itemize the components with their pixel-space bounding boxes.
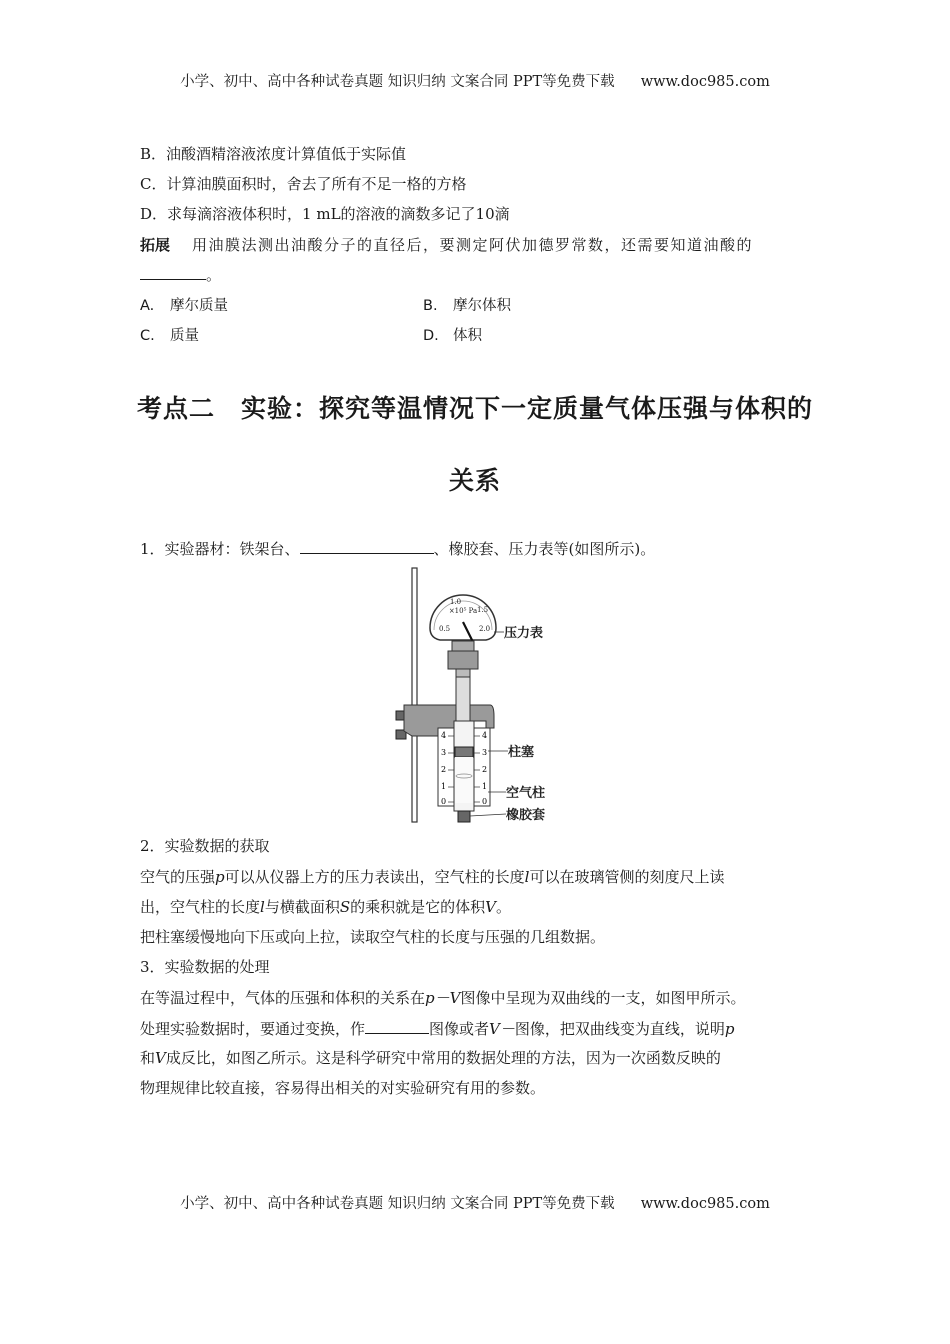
text-run: 。: [495, 898, 511, 916]
item3-line3: [140, 1048, 721, 1068]
scale-tick: 3: [482, 748, 488, 757]
var-s: S: [339, 898, 351, 916]
option-letter: B．: [140, 145, 167, 163]
scale-tick: 2: [441, 765, 447, 774]
extension-option-a: [140, 296, 228, 316]
item1-before: 1．实验器材：铁架台、: [140, 540, 300, 558]
item3-line1: [140, 988, 745, 1008]
scale-tick: 4: [441, 731, 447, 740]
header-site: www.doc985.com: [640, 74, 770, 90]
scale-tick: 1: [441, 782, 447, 791]
option-letter: A.: [140, 298, 155, 314]
pressure-gauge: [430, 595, 496, 640]
text-run: 与横截面积: [264, 898, 340, 916]
plunger-head: [455, 747, 473, 757]
item2-line3: 把柱塞缓慢地向下压或向上拉，读取空气柱的长度与压强的几组数据。: [140, 928, 606, 946]
section-title-line1: 考点二 实验：探究等温情况下一定质量气体压强与体积的: [136, 394, 813, 423]
extension-label: 拓展: [140, 236, 171, 254]
option-text: 摩尔体积: [453, 298, 511, 314]
option-letter: C.: [140, 328, 155, 344]
air-column: [455, 757, 473, 803]
page-footer: [0, 1192, 950, 1213]
scale-tick: 0: [482, 797, 488, 806]
var-pv: p－V: [425, 989, 461, 1007]
text-run: 和: [140, 1049, 156, 1067]
var-v: V: [485, 898, 496, 916]
item3-line2: [140, 1018, 735, 1039]
dial-tick: 0.5: [439, 625, 451, 633]
answer-blank: [300, 538, 434, 554]
dial-tick: 1.0: [450, 598, 462, 606]
option-letter: B.: [423, 298, 438, 314]
scale-tick: 2: [482, 765, 488, 774]
label-rubber: 橡胶套: [506, 808, 546, 823]
var-v: V: [155, 1049, 166, 1067]
var-p: p: [215, 868, 225, 886]
text-run: 的乘积就是它的体积: [350, 898, 486, 916]
scale-tick: 0: [441, 797, 447, 806]
rubber-cap: [458, 811, 470, 822]
option-text: 求每滴溶液体积时，1 mL的溶液的滴数多记了10滴: [167, 205, 510, 223]
text-run: 可以在玻璃管侧的刻度尺上读: [529, 868, 725, 886]
extension-end: 。: [206, 266, 222, 284]
header-text: 小学、初中、高中各种试卷真题 知识归纳 文案合同 PPT等免费下载: [180, 74, 615, 90]
item1-after: 、橡胶套、压力表等(如图所示)。: [433, 540, 656, 558]
option-text: 油酸酒精溶液浓度计算值低于实际值: [166, 145, 407, 163]
text-run: 空气的压强: [140, 868, 216, 886]
extension-option-b: [423, 296, 511, 316]
var-l: l: [524, 868, 530, 886]
var-l: l: [260, 898, 265, 916]
option-letter: D.: [423, 328, 439, 344]
page-header: [0, 70, 950, 91]
scale-tick: 3: [441, 748, 447, 757]
apparatus-figure: [390, 566, 560, 826]
text-run: 处理实验数据时，要通过变换，作: [140, 1020, 366, 1038]
scale-tick: 4: [482, 731, 488, 740]
extension-option-d: [423, 326, 482, 346]
option-d: [140, 204, 510, 224]
label-air: 空气柱: [506, 786, 546, 801]
item2-line2: [140, 897, 511, 917]
option-b: [140, 144, 406, 164]
dial-tick: 2.0: [479, 625, 491, 633]
answer-blank: [365, 1018, 429, 1034]
text-run: 图像，把双曲线变为直线，说明: [514, 1020, 725, 1038]
item2-heading: 2．实验数据的获取: [140, 837, 270, 855]
label-gauge: 压力表: [504, 626, 544, 641]
text-run: 成反比，如图乙所示。这是科学研究中常用的数据处理的方法，因为一次函数反映的: [165, 1049, 721, 1067]
footer-site: www.doc985.com: [640, 1196, 770, 1212]
extension-question: [140, 235, 753, 255]
gauge-unit: ×10⁵ Pa: [448, 607, 478, 615]
option-text: 摩尔质量: [170, 298, 228, 314]
label-plunger: 柱塞: [508, 745, 535, 760]
item1-equipment: [140, 538, 655, 559]
footer-text: 小学、初中、高中各种试卷真题 知识归纳 文案合同 PPT等免费下载: [180, 1196, 615, 1212]
item2-line1: [140, 867, 724, 887]
extension-blank-line: [140, 264, 221, 285]
extension-option-c: [140, 326, 199, 346]
item3-heading: 3．实验数据的处理: [140, 958, 270, 976]
stand-rod: [412, 568, 417, 822]
option-c: [140, 174, 467, 194]
scale-tick: 1: [482, 782, 488, 791]
option-letter: C．: [140, 175, 167, 193]
text-run: 出，空气柱的长度: [140, 898, 261, 916]
var-p: p: [724, 1020, 735, 1038]
extension-text: 用油膜法测出油酸分子的直径后，要测定阿伏加德罗常数，还需要知道油酸的: [192, 236, 754, 254]
text-run: 图像或者: [429, 1020, 490, 1038]
text-run: 可以从仪器上方的压力表读出，空气柱的长度: [224, 868, 525, 886]
section-title-line2: 关系: [448, 466, 501, 495]
text-run: 在等温过程中，气体的压强和体积的关系在: [140, 989, 426, 1007]
var-v: V－: [489, 1020, 515, 1038]
option-text: 计算油膜面积时，舍去了所有不足一格的方格: [166, 175, 467, 193]
answer-blank: [140, 264, 206, 280]
item3-line4: 物理规律比较直接，容易得出相关的对实验研究有用的参数。: [140, 1079, 546, 1097]
option-letter: D．: [140, 205, 168, 223]
option-text: 体积: [453, 328, 482, 344]
text-run: 图像中呈现为双曲线的一支，如图甲所示。: [460, 989, 746, 1007]
option-text: 质量: [170, 328, 199, 344]
dial-tick: 1.5: [477, 606, 489, 614]
